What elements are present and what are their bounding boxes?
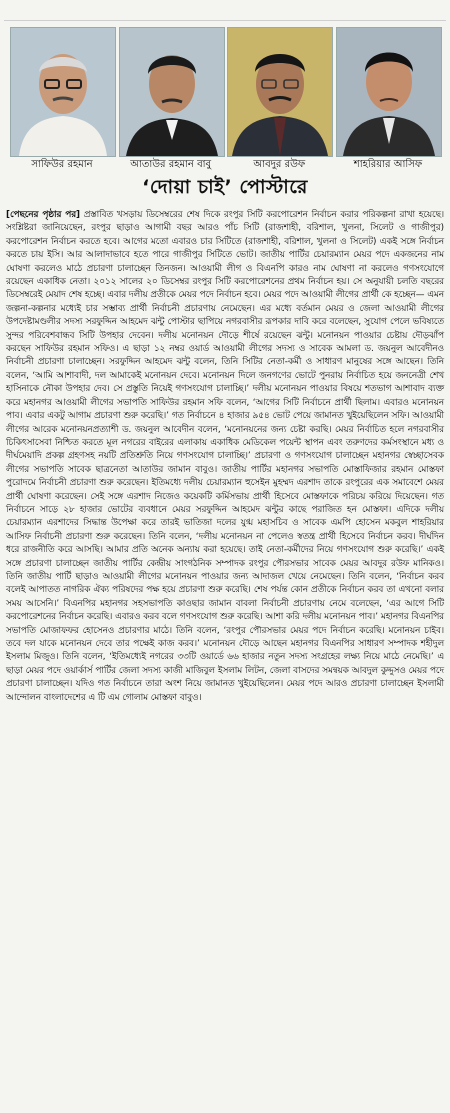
portrait-photo [10, 27, 116, 157]
article-paragraph [6, 209, 444, 705]
article-body [4, 209, 446, 705]
candidate-1 [10, 27, 114, 171]
continued-from-tag: [পেছনের পৃষ্ঠার পর] [6, 210, 81, 220]
photo-caption: আতাউর রহমান বাবু [130, 159, 212, 170]
portrait-photo [119, 27, 225, 157]
candidate-photo-row [4, 21, 446, 171]
photo-caption: সাফিউর রহমান [31, 159, 93, 170]
portrait-photo [336, 27, 442, 157]
top-margin [4, 0, 446, 21]
photo-caption: শাহরিয়ার আসিফ [353, 159, 423, 170]
headline: ‘দোয়া চাই’ পোস্টারে [142, 176, 308, 198]
article-text: প্রস্তাবিত খসড়ায় ডিসেম্বরের শেষ দিকে রংপুর সিটি করপোরেশন নির্বাচন করার পরিকল্পনা রাখা হয়েছে। সংশ্লিষ্টরা জানিয়েছেন, রংপুর ছাড়াও আগামী বছর আরও পাঁচ সিটি (রাজশাহী, বরিশাল, খুলনা, সিলেট ও গাজীপুর) করপোরেশন নির্বাচন করতে হবে। আগের মতো এবারও চার সিটিতে (রাজশাহী, বরিশাল, খুলনা ও সিলেট) একই সঙ্গে নির্বাচন করতে চায় ইসি। আর আলাদাভাবে হতে পারে গাজীপুর সিটিতে ভোট। জাতীয় পার্টির চেয়ারম্যান মেয়র পদে একজনের নাম ঘোষণা করলেও মাঠে প্রচারণা চালাচ্ছেন তিনজন। আওয়ামী লীগ ও বিএনপি কারও নাম ঘোষণা না করলেও গণসংযোগে রয়েছেন একাধিক নেতা। ২০১২ সালের ২০ ডিসেম্বর রংপুর সিটি করপোরেশনের প্রথম নির্বাচন হয়। সে অনুযায়ী চলতি বছরের ডিসেম্বরেই মেয়াদ শেষ হচ্ছে। এবার দলীয় প্রতীকে মেয়র পদে নির্বাচন হবে। মেয়র পদে আওয়ামী লীগের প্রার্থী কে হচ্ছেন— এমন জল্পনা-কল্পনার মধ্যেই চার সম্ভাব্য প্রার্থী নির্বাচনী প্রচারণায় নেমেছেন। এর মধ্যে বর্তমান মেয়র ও জেলা আওয়ামী লীগের উপদেষ্টামণ্ডলীর সদস্য সরফুদ্দিন আহমেদ ঝন্টু পোস্টার ছাপিয়ে নগরবাসীর রূপকার দাবি করে বলেছেন, সুযোগ পেলে ভবিষ্যতে সুন্দর পরিবেশবান্ধব সিটি উপহার দেবেন। দলীয় মনোনয়ন দৌড়ে শীর্ষে রয়েছেন ঝন্টু। মনোনয়ন পাওয়ার চেষ্টায় দৌড়ঝাঁপ করছেন সাফিউর রহমান সফিও। এ ছাড়া ১২ নম্বর ওয়ার্ড আওয়ামী লীগের সদস্য ও সাবেক আমলা ড. জয়নুল আবেদীনও নির্বাচনী প্রচারণা চালাচ্ছেন। সরফুদ্দিন আহমেদ ঝন্টু বলেন, তিনি সিটির নেতা-কর্মী ও সাধারণ মানুষের সঙ্গে আছেন। তিনি বলেন, ‘আমি আশাবাদী, দল আমাকেই মনোনয়ন দেবে। মনোনয়ন দিলে জনগণের ভোটে পুনরায় নির্বাচিত হয়ে জননেত্রী শেখ হাসিনাকে নৌকা উপহার দেব। সে প্রস্তুতি নিয়েই গণসংযোগ চালাচ্ছি।’ দলীয় মনোনয়ন পাওয়ার বিষয়ে শতভাগ আশাবাদ ব্যক্ত করে মহানগর আওয়ামী লীগের সভাপতি সাফিউর রহমান সফি বলেন, ‘আগের সিটি নির্বাচনে প্রার্থী ছিলাম। এবারও মনোনয়ন পাব। এবার একটু আগাম প্রচারণা শুরু করেছি।’ গত নির্বাচনে ৪ হাজার ৯৫৪ ভোট পেয়ে জামানত খুইয়েছিলেন সফি। আওয়ামী লীগের আরেক মনোনয়নপ্রত্যাশী ড. জয়নুল আবেদীন বলেন, ‘মনোনয়নের জন্য চেষ্টা করছি। মেয়র নির্বাচিত হলে নগরবাসীর চিকিৎসাসেবা নিশ্চিত করতে মূল নগরের বাইরের এলাকায় একাধিক মেডিকেল পয়েন্ট স্থাপন এবং তরুণদের কর্মসংস্থানে মধ্য ও দীর্ঘমেয়াদি প্রকল্প গ্রহণসহ নয়টি প্রতিশ্রুতি নিয়ে গণসংযোগ চালাচ্ছি।’ প্রচারণা ও গণসংযোগ চালাচ্ছেন মহানগর স্বেচ্ছাসেবক লীগের সভাপতি সাবেক ছাত্রনেতা আতাউর জামান বাবুও। জাতীয় পার্টির মহানগর সভাপতি মোস্তাফিজার রহমান মোস্তফা পুরোদমে নির্বাচনী প্রচারণা শুরু করেছেন। ইতিমধ্যে দলীয় চেয়ারম্যান হুসেইন মুহম্মদ এরশাদ তাকে রংপুরের এক সমাবেশে মেয়র প্রার্থী ঘোষণা করেছেন। সেই সঙ্গে এরশাদ নিজেও কয়েকটি কর্মিসভায় প্রার্থী হিসেবে মোস্তফাকে পরিচয় করিয়ে দিয়েছেন। গত নির্বাচনে সাড়ে ২৮ হাজার ভোটের ব্যবধানে মেয়র সরফুদ্দিন আহমেদ ঝন্টুর কাছে পরাজিত হন মোস্তফা। এদিকে দলীয় চেয়ারম্যান এরশাদের সিদ্ধান্ত উপেক্ষা করে তারই ভাতিজা দলের যুগ্ম মহাসচিব ও সাবেক এমপি হোসেন মকবুল শাহরিয়ার আসিফ নির্বাচনী প্রচারণা শুরু করেছেন। তিনি বলেন, ‘দলীয় মনোনয়ন না পেলেও স্বতন্ত্র প্রার্থী হিসেবে নির্বাচন করব। দীর্ঘদিন ধরে রাজনীতি করে আসছি। আমার প্রতি অনেক অন্যায় করা হয়েছে। তাই নেতা-কর্মীদের নিয়ে গণসংযোগ শুরু করেছি।’ একই সঙ্গে প্রচারণা চালাচ্ছেন জাতীয় পার্টির কেন্দ্রীয় সাংগঠনিক সম্পাদক রংপুর পৌরসভার সাবেক মেয়র আবদুর রউফ মানিকও। তিনি জাতীয় পার্টি ছাড়াও আওয়ামী লীগের মনোনয়ন পাওয়ার জন্য আদাজল খেয়ে নেমেছেন। তিনি বলেন, ‘নির্বাচন করব বলেই আপাতত নাগরিক ঐক্য পরিষদের পক্ষ হয়ে প্রচারণা শুরু করেছি। শেষ পর্যন্ত কোন প্রতীকে নির্বাচন করব তা এখনো বলার সময় আসেনি।’ বিএনপির মহানগর সহসভাপতি কাওছার জামান বাবলা নির্বাচনী প্রচারণায় নেমে বলেছেন, ‘এর আগে সিটি করপোরেশনের নির্বাচন করেছি। এবারও করব বলে গণসংযোগ শুরু করেছি। আশা করি দলীয় মনোনয়ন পাব।’ মহানগর বিএনপির সভাপতি মোজাফফর হোসেনও প্রচারণার মাঠে। তিনি বলেন, ‘রংপুর পৌরসভার মেয়র পদে নির্বাচন করেছি। মনোনয়ন চাইব। তবে দল যাকে মনোনয়ন দেবে তার পক্ষেই কাজ করব।’ মনোনয়ন দৌড়ে আছেন মহানগর বিএনপির সাধারণ সম্পাদক শহীদুল ইসলাম মিজুও। তিনি বলেন, ‘ইতিমধ্যেই নগরের ৩৩টি ওয়ার্ডে ৬৬ হাজার নতুন সদস্য সংগ্রহের লক্ষ্য নিয়ে মাঠে নেমেছি।’ এ ছাড়া মেয়র পদে ওয়ার্কার্স পার্টির জেলা সদস্য কাজী মাজিবুল ইসলাম লিটন, জেলা বাসদের সমন্বয়ক আবদুল কুদ্দুসও মেয়র পদে প্রচারণা চালাচ্ছেন। যদিও গত নির্বাচনে তারা অংশ নিয়ে জামানত খুইয়েছিলেন। মেয়র পদে আরও প্রচারণা চালাচ্ছেন ইসলামী আন্দোলন বাংলাদেশের এ টি এম গোলাম মোস্তফা বাবুও। [6, 210, 444, 703]
candidate-2 [119, 27, 223, 171]
candidate-4 [336, 27, 440, 171]
photo-caption: আবদুর রউফ [253, 159, 306, 170]
candidate-3 [227, 27, 331, 171]
portrait-photo [227, 27, 333, 157]
